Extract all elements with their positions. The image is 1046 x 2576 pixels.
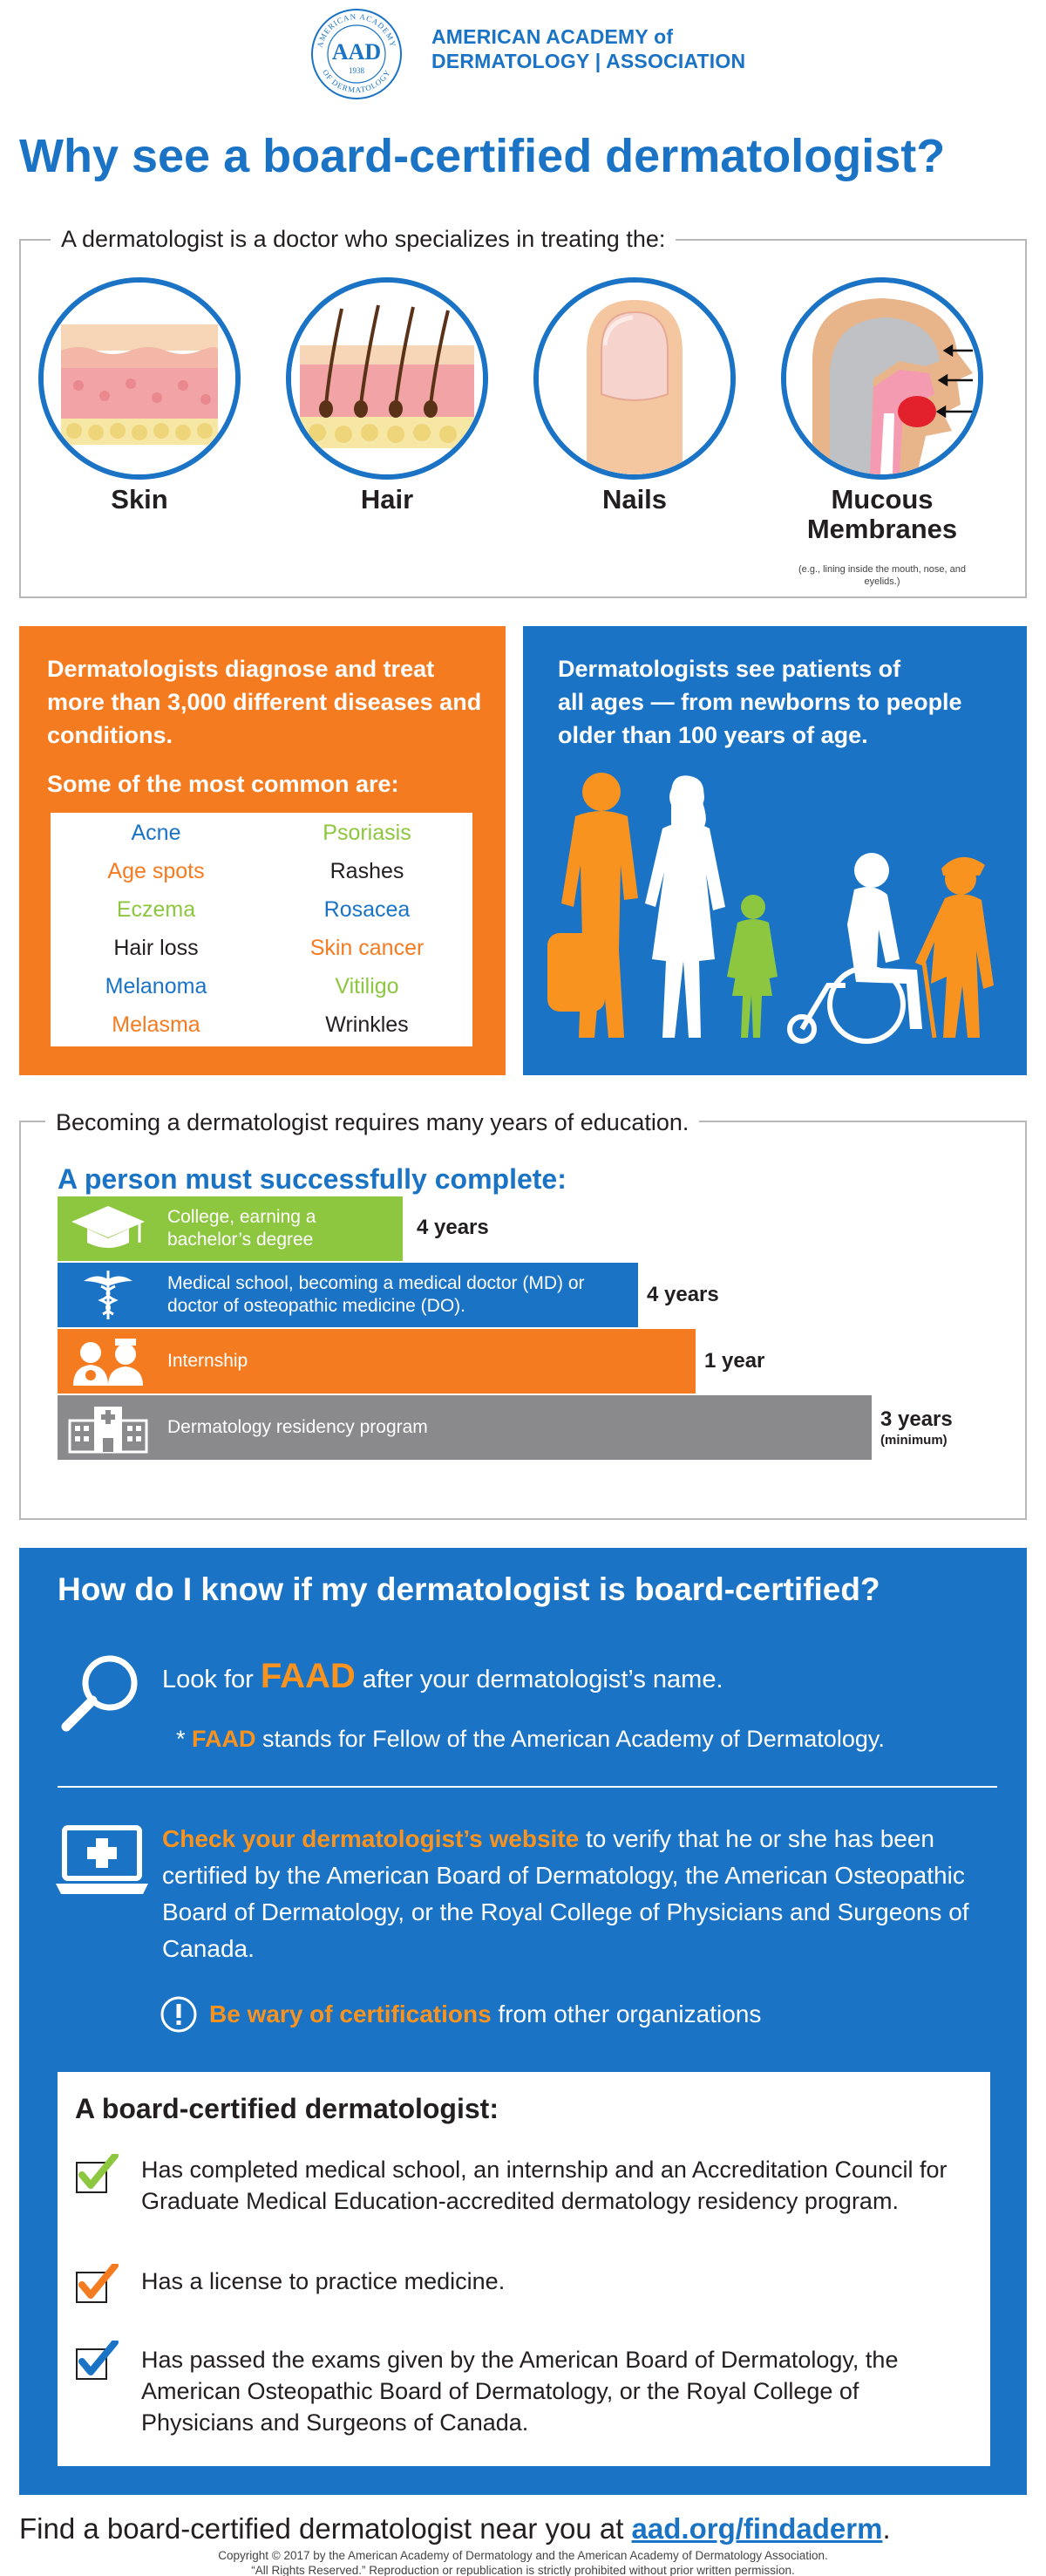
education-bar-residency [58, 1395, 872, 1460]
faad-line-after: after your dermatologist’s name. [355, 1666, 723, 1693]
wary-text [209, 1995, 761, 2034]
common-diseases-heading: Some of the most common are: [47, 771, 399, 797]
disease-item: Eczema [116, 897, 196, 922]
education-step-years: 4 years [647, 1283, 719, 1306]
education-heading: A person must successfully complete: [58, 1163, 567, 1195]
checklist-item: Has completed medical school, an internship and an Accreditation Council for Graduate Medical Education-accredited dermatology residency program. [141, 2157, 948, 2214]
disease-item: Age spots [107, 859, 205, 883]
copyright-line1: Copyright © 2017 by the American Academy of Dermatology and the American Academy of Dermatology Association. [218, 2549, 828, 2562]
laptop-medical-icon [54, 1823, 150, 1901]
disease-item: Rashes [329, 859, 404, 883]
education-step-note: (minimum) [880, 1433, 948, 1448]
seal-ring-top-text: AMERICAN ACADEMY [315, 11, 398, 49]
disease-list [51, 813, 472, 1046]
website-check-emphasis: Check your dermatologist’s website [162, 1825, 580, 1852]
diseases-intro: Dermatologists diagnose and treat more than 3,000 different diseases and conditions. [47, 656, 482, 748]
seal-ring-bottom-text: OF DERMATOLOGY [321, 67, 392, 95]
checkmark-icon [75, 2154, 119, 2194]
disease-item: Skin cancer [309, 936, 425, 960]
skin-icon [38, 277, 241, 480]
hospital-icon [66, 1401, 150, 1454]
education-step-years: 3 years [880, 1407, 953, 1431]
hair-follicle-icon [286, 277, 488, 480]
disease-item: Acne [131, 821, 181, 845]
doctor-nurse-icon [66, 1335, 150, 1387]
patients-text [558, 652, 1011, 752]
patients-text-emphasis: all ages [558, 689, 645, 715]
find-text-end: . [882, 2512, 891, 2545]
education-step-years: 4 years [417, 1216, 489, 1239]
find-dermatologist-text [19, 2510, 891, 2548]
graduation-cap-icon [66, 1203, 150, 1255]
seal-year: 1938 [349, 66, 364, 75]
disease-item: Rosacea [323, 897, 411, 922]
magnifier-icon [58, 1648, 145, 1735]
seal-abbrev: AAD [331, 39, 382, 65]
family-silhouettes-icon [540, 767, 1015, 1055]
org-name-line2: DERMATOLOGY | ASSOCIATION [431, 50, 746, 72]
wary-emphasis: Be wary of certifications [209, 2000, 492, 2027]
education-step-years: 1 year [704, 1349, 765, 1373]
faad-line-before: Look for [162, 1666, 261, 1693]
education-step-label: Internship [167, 1351, 248, 1371]
faad-line [162, 1653, 723, 1702]
faad-note-star: * [176, 1726, 193, 1752]
faad-note [176, 1720, 885, 1758]
copyright-line2: “All Rights Reserved.” Reproduction or republication is strictly prohibited without prior written permission. [251, 2564, 795, 2576]
alert-icon [160, 1995, 198, 2034]
mucous-note: (e.g., lining inside the mouth, nose, and eyelids.) [798, 564, 966, 587]
org-name-line1: AMERICAN ACADEMY of [431, 25, 674, 48]
education-intro: Becoming a dermatologist requires many years of education. [45, 1104, 699, 1141]
specialty-label-mucous: Mucous Membranes [806, 484, 958, 544]
checkmark-icon [75, 2341, 119, 2381]
disease-item: Melasma [112, 1012, 200, 1037]
education-bar-college [58, 1196, 403, 1261]
aad-seal-logo [309, 7, 404, 101]
page-title: Why see a board-certified dermatologist? [19, 130, 946, 182]
faad-note-after: stands for Fellow of the American Academy of Dermatology. [255, 1726, 885, 1752]
specialty-label-hair: Hair [360, 484, 414, 515]
divider [58, 1786, 997, 1788]
faad-note-term: FAAD [192, 1726, 256, 1752]
education-bar-internship [58, 1329, 696, 1394]
checkmark-icon [75, 2264, 119, 2304]
checklist-title: A board-certified dermatologist: [75, 2093, 499, 2124]
specialty-label-skin: Skin [111, 484, 168, 515]
fingernail-icon [533, 277, 736, 480]
org-name [431, 24, 745, 73]
patients-text-after: — from newborns to people older than 100 years of age. [558, 689, 962, 748]
mucous-membrane-icon [781, 277, 983, 480]
specialty-label-nails: Nails [601, 484, 668, 515]
certification-heading: How do I know if my dermatologist is board-certified? [58, 1571, 880, 1607]
specialty-intro: A dermatologist is a doctor who specializes in treating the: [51, 221, 676, 257]
education-bar-medical-school [58, 1263, 638, 1327]
find-derm-link[interactable]: aad.org/findaderm [631, 2512, 883, 2545]
website-check-rest: to verify that he or she has been certified by the American Board of Dermatology, the American Osteopathic Board of Dermatology, or the Royal College of Physicians and Surgeons of Canada. [162, 1825, 969, 1962]
faad-emphasis: FAAD [260, 1657, 356, 1695]
patients-text-before: Dermatologists see patients of [558, 656, 901, 682]
website-check-text [162, 1821, 1016, 1967]
find-text-lead: Find a board-certified dermatologist near you at [19, 2512, 632, 2545]
education-step-label: Medical school, becoming a medical doctor (MD) or doctor of osteopathic medicine (DO). [167, 1273, 585, 1316]
education-step-label: Dermatology residency program [167, 1417, 428, 1437]
disease-item: Melanoma [105, 974, 207, 998]
wary-rest: from other organizations [491, 2000, 762, 2027]
disease-item: Psoriasis [323, 821, 411, 845]
education-step-label: College, earning a bachelor’s degree [167, 1207, 316, 1250]
copyright [0, 2548, 1046, 2576]
caduceus-icon [66, 1269, 150, 1321]
disease-item: Wrinkles [325, 1012, 409, 1037]
checklist-item: Has passed the exams given by the American Board of Dermatology, the American Osteopathic Board of Dermatology, or the Royal College of Physicians and Surgeons of Canada. [141, 2347, 899, 2436]
disease-item: Vitiligo [335, 974, 399, 998]
checklist-item: Has a license to practice medicine. [141, 2268, 506, 2294]
disease-item: Hair loss [113, 936, 199, 960]
